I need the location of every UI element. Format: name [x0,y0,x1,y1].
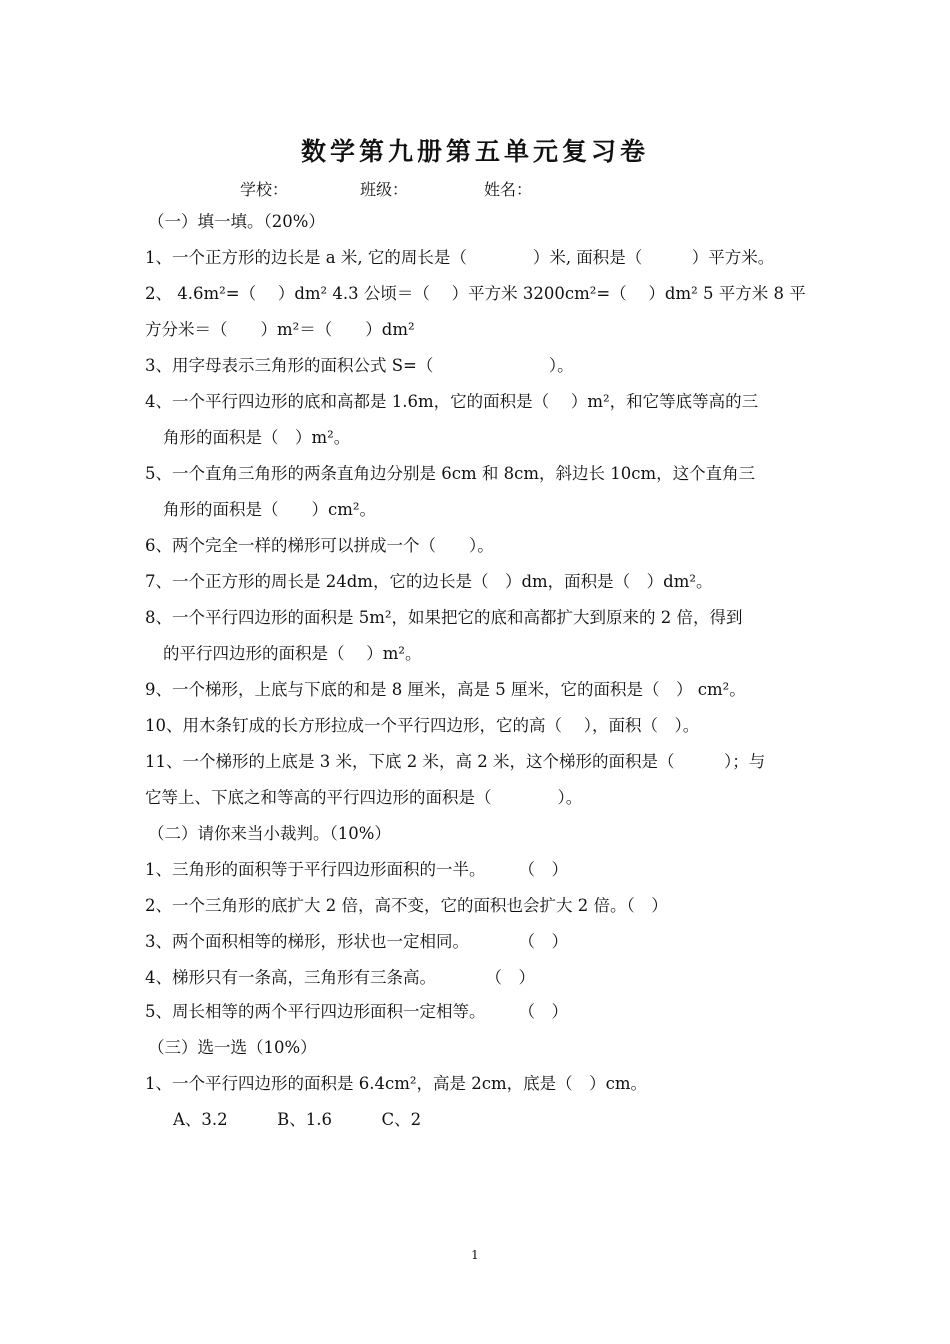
section-heading: （二）请你来当小裁判。（10%） [148,824,391,843]
question-line: 4、梯形只有一条高，三角形有三条高。 （ ） [145,968,535,987]
answer-options: A、3.2 B、1.6 C、2 [173,1110,422,1129]
question-line: 5、周长相等的两个平行四边形面积一定相等。 （ ） [145,1002,568,1021]
question-line: 6、两个完全一样的梯形可以拼成一个（ ）。 [145,536,494,555]
name-label: 姓名： [484,180,533,199]
question-line: 7、一个正方形的周长是 24dm，它的边长是（ ）dm，面积是（ ）dm²。 [145,572,713,591]
question-line: 2、 4.6m²=（ ）dm² 4.3 公顷＝（ ）平方米 3200cm²=（ ）dm² 5 平方米 8 平 [145,284,806,303]
question-line: 的平行四边形的面积是（ ）m²。 [163,644,422,663]
question-line: 1、三角形的面积等于平行四边形面积的一半。 （ ） [145,860,568,879]
question-line: 4、一个平行四边形的底和高都是 1.6m，它的面积是（ ）m²，和它等底等高的三 [145,392,759,411]
question-line: 角形的面积是（ ）cm²。 [163,500,377,519]
section-heading: （三）选一选（10%） [148,1038,317,1057]
question-line: 角形的面积是（ ）m²。 [163,428,351,447]
question-line: 1、一个平行四边形的面积是 6.4cm²，高是 2cm，底是（ ）cm。 [145,1074,648,1093]
question-line: 它等上、下底之和等高的平行四边形的面积是（ ）。 [145,788,583,807]
question-line: 10、用木条钉成的长方形拉成一个平行四边形，它的高（ ），面积（ ）。 [145,716,700,735]
question-line: 9、一个梯形，上底与下底的和是 8 厘米，高是 5 厘米，它的面积是（ ） cm²。 [145,680,746,699]
page-number: 1 [471,1248,479,1262]
question-line: 8、一个平行四边形的面积是 5m²，如果把它的底和高都扩大到原来的 2 倍，得到 [145,608,743,627]
class-label: 班级： [360,180,409,199]
question-line: 1、一个正方形的边长是 a 米, 它的周长是（ ）米, 面积是（ ）平方米。 [145,248,775,267]
question-line: 2、一个三角形的底扩大 2 倍，高不变，它的面积也会扩大 2 倍。（ ） [145,896,668,915]
question-line: 方分米＝（ ）m²＝（ ）dm² [145,320,415,339]
question-line: 5、一个直角三角形的两条直角边分别是 6cm 和 8cm，斜边长 10cm，这个直角三 [145,464,756,483]
question-line: 11、一个梯形的上底是 3 米，下底 2 米，高 2 米，这个梯形的面积是（ ）；与 [145,752,766,771]
question-line: 3、两个面积相等的梯形，形状也一定相同。 （ ） [145,932,568,951]
page-title: 数学第九册第五单元复习卷 [300,137,649,166]
school-label: 学校： [240,180,289,199]
section-heading: （一）填一填。（20%） [148,212,325,231]
question-line: 3、用字母表示三角形的面积公式 S=（ ）。 [145,356,574,375]
